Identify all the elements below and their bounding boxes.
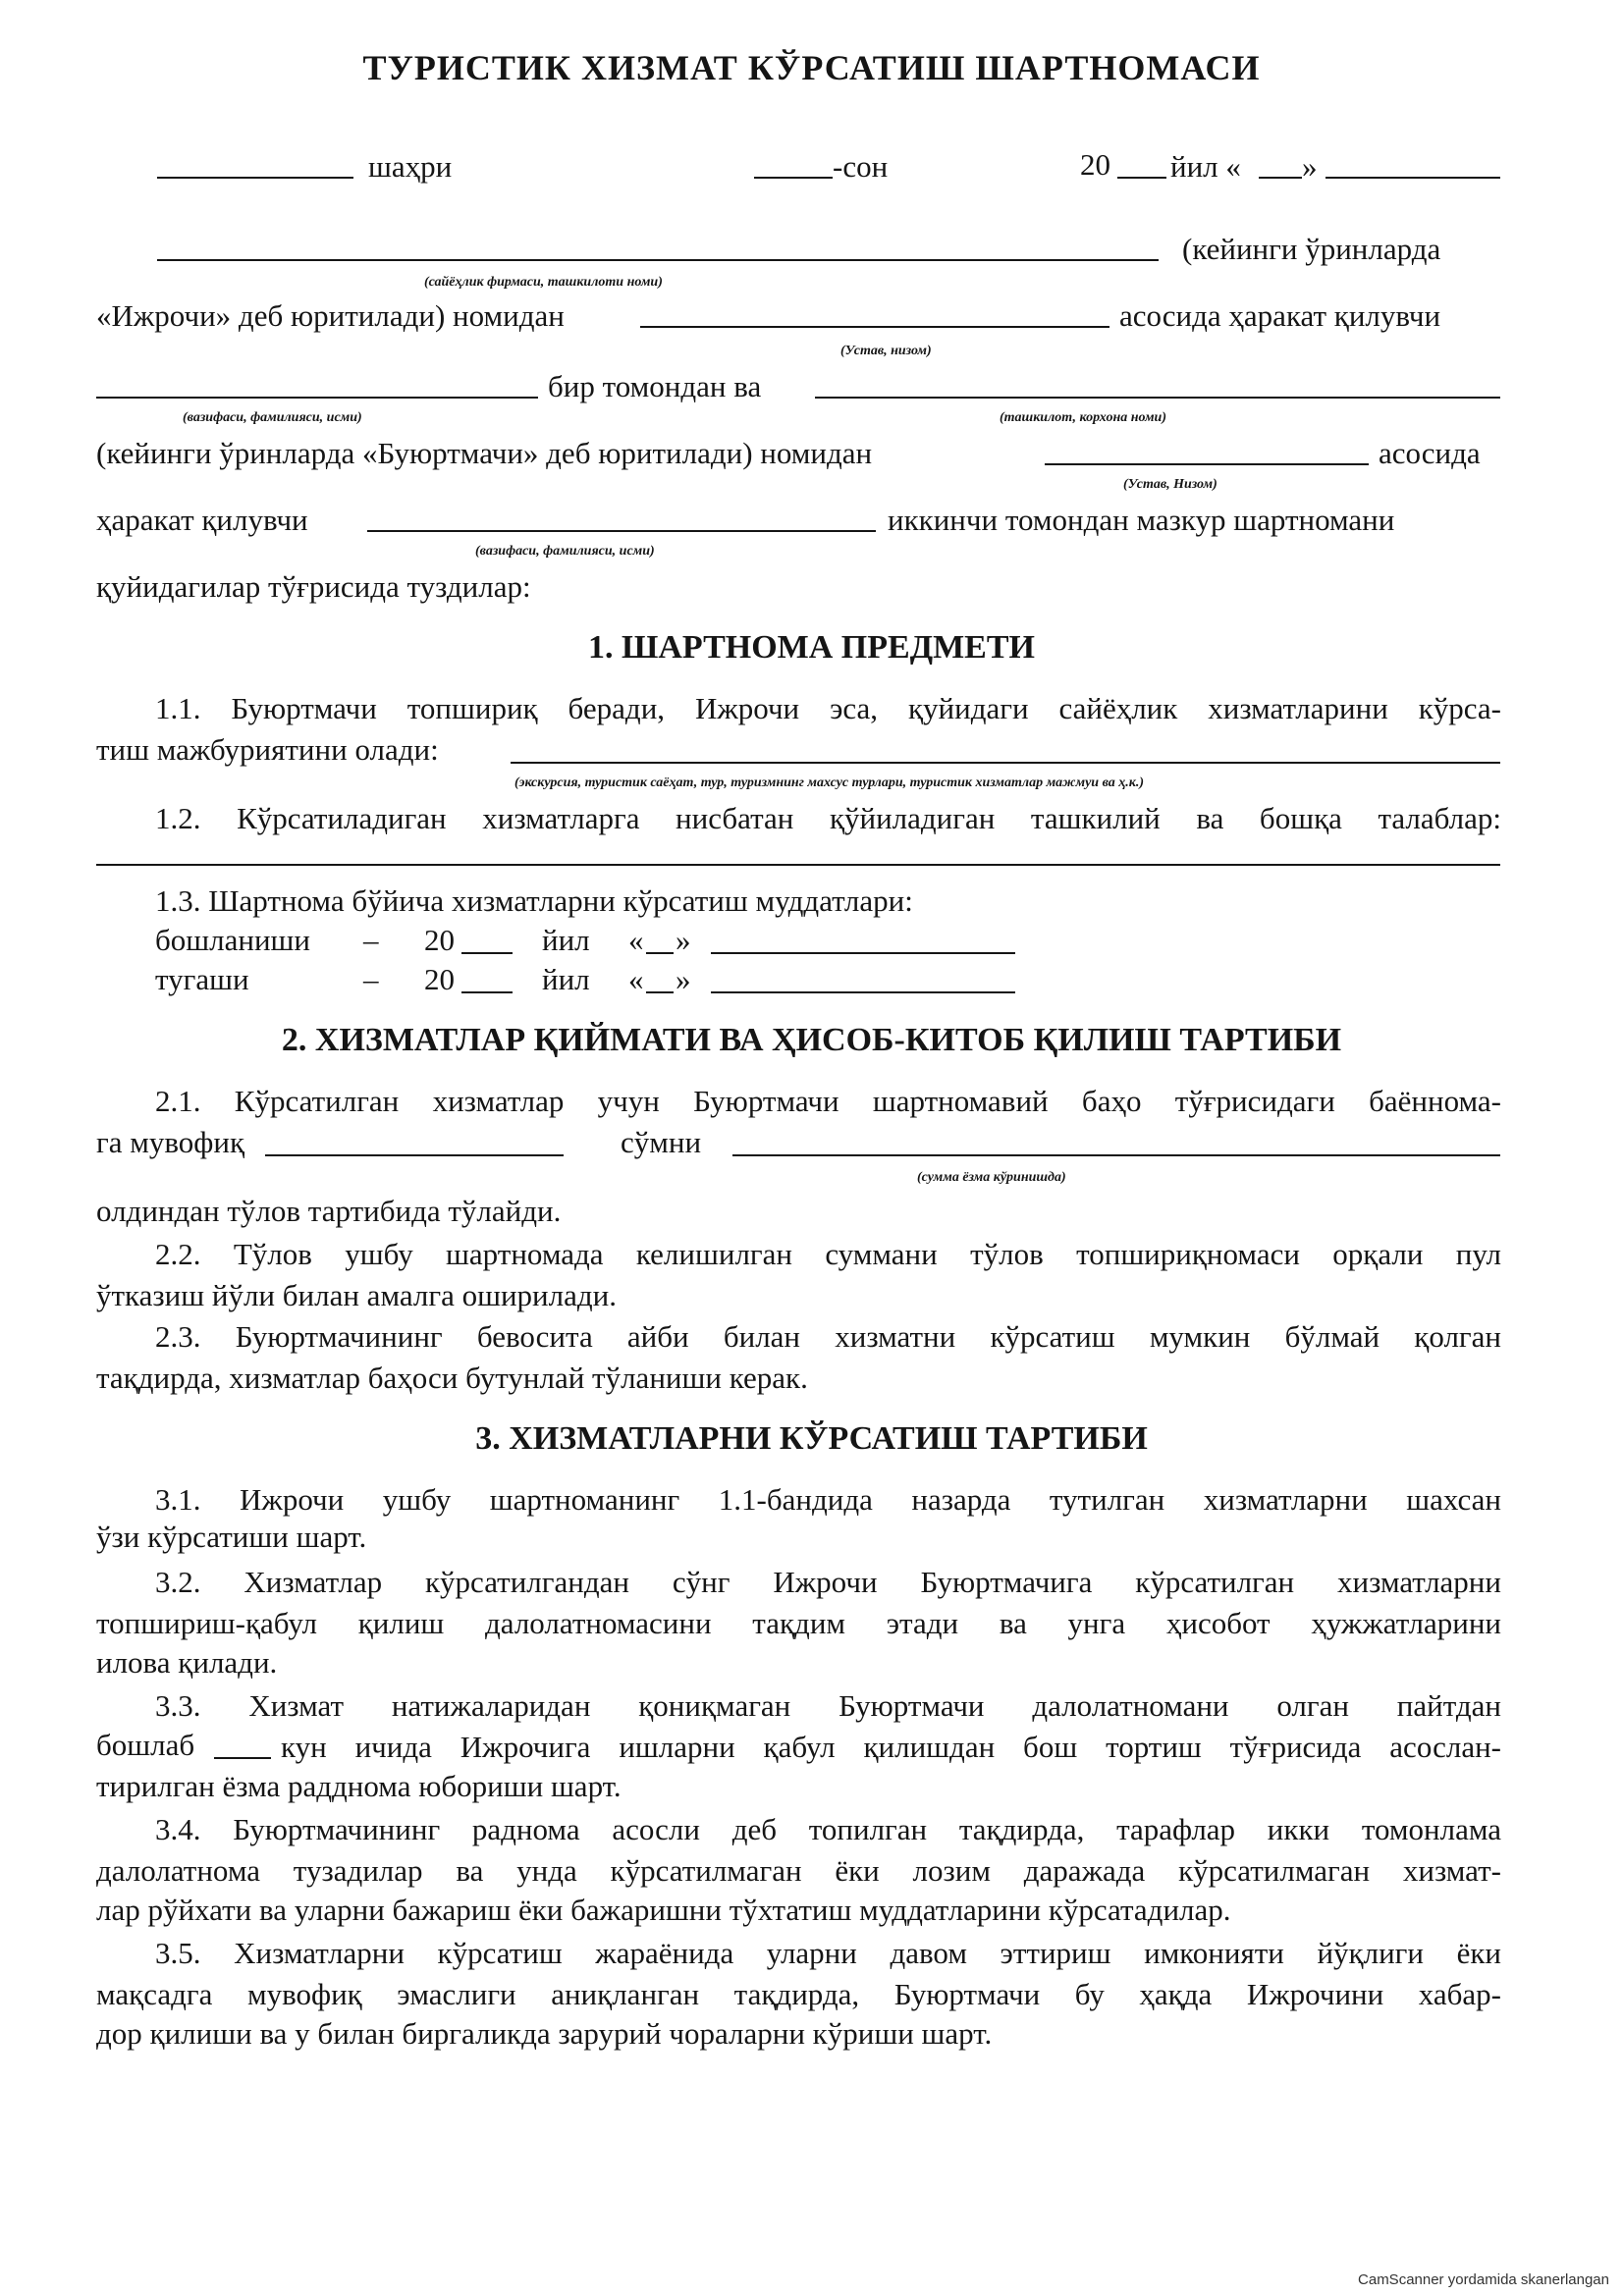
caption-executor-basis: (Устав, низом) — [840, 344, 932, 358]
clause-3-1-line1: 3.1. Ижрочи ушбу шартноманинг 1.1-бандида назарда тутилган хизматларни шахсан — [155, 1482, 1501, 1517]
executor-basis-blank — [640, 326, 1109, 328]
parties-line6: қуйидагилар тўғрисида туздилар: — [96, 569, 531, 604]
parties-line5-tail: иккинчи томондан мазкур шартномани — [888, 503, 1395, 537]
clause-2-2-line2: ўтказиш йўли билан амалга оширилади. — [96, 1278, 617, 1312]
clause-3-5-line1: 3.5. Хизматларни кўрсатиш жараёнида уларни давом эттириш имконияти йўқлиги ёки — [155, 1936, 1501, 1970]
caption-executor-person: (вазифаси, фамилияси, исми) — [183, 410, 362, 425]
year-label: йил « — [1170, 149, 1241, 184]
start-year-blank — [461, 952, 513, 954]
caption-customer-person: (вазифаси, фамилияси, исми) — [475, 544, 655, 559]
amount-digits-blank — [265, 1154, 564, 1156]
clause-3-4-line2: далолатнома тузадилар ва унда кўрсатилмаган ёки лозим даражада кўрсатилмаган хизмат- — [96, 1853, 1501, 1888]
clause-1-1-line2: тиш мажбуриятини олади: — [96, 732, 439, 767]
customer-basis-blank — [1045, 463, 1369, 465]
parties-line1-tail: (кейинги ўринларда — [1182, 232, 1441, 266]
start-day-blank — [646, 952, 674, 954]
clause-3-3-line2-head: бошлаб — [96, 1728, 195, 1762]
scanner-watermark: CamScanner yordamida skanerlangan — [1358, 2271, 1609, 2288]
clause-3-3-line2-tail: кун ичида Ижрочига ишларни қабул қилишдан бош тортиш тўғрисида асослан- — [281, 1730, 1501, 1764]
clause-3-5-line3: дор қилиши ва у билан биргаликда зарурий чораларни кўриши шарт. — [96, 2016, 993, 2051]
clause-2-1-line2-mid: сўмни — [621, 1125, 702, 1159]
caption-customer-basis: (Устав, Низом) — [1123, 477, 1217, 492]
parties-line4-tail: асосида — [1379, 436, 1481, 470]
clause-3-2-line2: топшириш-қабул қилиш далолатномасини тақдим этади ва унга ҳисобот ҳужжатларини — [96, 1606, 1501, 1640]
end-year-blank — [461, 991, 513, 993]
parties-line3-mid: бир томондан ва — [548, 369, 762, 403]
clause-3-2-line1: 3.2. Хизматлар кўрсатилгандан сўнг Ижрочи Буюртмачига кўрсатилган хизматларни — [155, 1565, 1501, 1599]
clause-2-3-line2: тақдирда, хизматлар баҳоси бутунлай тўланиши керак. — [96, 1361, 808, 1395]
customer-name-blank — [815, 397, 1500, 399]
caption-services: (экскурсия, туристик саёҳат, тур, туризмнинг махсус турлари, туристик хизматлар мажмуи ва ҳ.к.) — [514, 775, 1144, 790]
requirements-blank — [96, 864, 1500, 866]
executor-name-blank — [157, 259, 1159, 261]
clause-3-4-line3: лар рўйхати ва уларни бажариш ёки бажаришни тўхтатиш муддатларини кўрсатадилар. — [96, 1893, 1231, 1927]
end-quote-close: » — [676, 962, 691, 996]
start-quote-open: « — [628, 923, 644, 957]
start-year-word: йил — [542, 923, 590, 957]
end-quote-open: « — [628, 962, 644, 996]
start-label: бошланиши — [155, 923, 311, 957]
start-month-blank — [711, 952, 1015, 954]
year-blank — [1117, 177, 1166, 179]
end-label: тугаши — [155, 962, 249, 996]
city-blank — [157, 177, 353, 179]
clause-3-1-line2: ўзи кўрсатиши шарт. — [96, 1520, 367, 1554]
parties-line2-tail: асосида ҳаракат қилувчи — [1119, 298, 1441, 333]
start-year-prefix: 20 — [424, 923, 455, 957]
clause-1-3: 1.3. Шартнома бўйича хизматларни кўрсатиш муддатлари: — [155, 883, 913, 918]
end-month-blank — [711, 991, 1015, 993]
clause-2-1-line3: олдиндан тўлов тартибида тўлайди. — [96, 1194, 562, 1228]
clause-1-1-line1: 1.1. Буюртмачи топшириқ беради, Ижрочи эса, қуйидаги сайёҳлик хизматларини кўрса- — [155, 691, 1501, 725]
caption-amount: (сумма ёзма кўринишда) — [917, 1170, 1066, 1185]
number-blank — [754, 177, 833, 179]
section2-heading: 2. ХИЗМАТЛАР ҚИЙМАТИ ВА ҲИСОБ-КИТОБ ҚИЛИШ ТАРТИБИ — [281, 1022, 1342, 1058]
clause-3-3-line3: тирилган ёзма радднома юбориши шарт. — [96, 1769, 622, 1803]
amount-words-blank — [732, 1154, 1500, 1156]
start-quote-close: » — [676, 923, 691, 957]
services-blank — [511, 762, 1500, 764]
clause-2-1-line2-head: га мувофиқ — [96, 1125, 245, 1159]
year-prefix: 20 — [1080, 147, 1110, 182]
caption-customer-name: (ташкилот, корхона номи) — [1000, 410, 1167, 425]
end-day-blank — [646, 991, 674, 993]
start-dash: – — [363, 923, 379, 957]
section3-heading: 3. ХИЗМАТЛАРНИ КЎРСАТИШ ТАРТИБИ — [475, 1420, 1148, 1457]
clause-2-2-line1: 2.2. Тўлов ушбу шартномада келишилган суммани тўлов топшириқномаси орқали пул — [155, 1237, 1501, 1271]
clause-2-1-line1: 2.1. Кўрсатилган хизматлар учун Буюртмачи шартномавий баҳо тўғрисидаги баённома- — [155, 1084, 1501, 1118]
section1-heading: 1. ШАРТНОМА ПРЕДМЕТИ — [588, 629, 1035, 666]
clause-3-3-line1: 3.3. Хизмат натижаларидан қониқмаган Буюртмачи далолатномани олган пайтдан — [155, 1688, 1501, 1723]
city-label: шаҳри — [368, 149, 453, 184]
parties-line4-head: (кейинги ўринларда «Буюртмачи» деб юритилади) номидан — [96, 436, 873, 470]
quote-close: » — [1302, 149, 1318, 184]
end-dash: – — [363, 962, 379, 996]
customer-person-blank — [367, 530, 876, 532]
clause-1-2: 1.2. Кўрсатиладиган хизматларга нисбатан қўйиладиган ташкилий ва бошқа талаблар: — [155, 801, 1501, 835]
clause-2-3-line1: 2.3. Буюртмачининг бевосита айби билан хизматни кўрсатиш мумкин бўлмай қолган — [155, 1319, 1501, 1354]
end-year-prefix: 20 — [424, 962, 455, 996]
parties-line2-head: «Ижрочи» деб юритилади) номидан — [96, 298, 565, 333]
executor-person-blank — [96, 397, 538, 399]
clause-3-2-line3: илова қилади. — [96, 1645, 278, 1680]
month-blank — [1325, 177, 1500, 179]
parties-line5-head: ҳаракат қилувчи — [96, 503, 308, 537]
clause-3-5-line2: мақсадга мувофиқ эмаслиги аниқланган тақдирда, Буюртмачи бу ҳақда Ижрочини хабар- — [96, 1977, 1501, 2011]
clause-3-4-line1: 3.4. Буюртмачининг раднома асосли деб топилган тақдирда, тарафлар икки томонлама — [155, 1812, 1501, 1846]
document-title: ТУРИСТИК ХИЗМАТ КЎРСАТИШ ШАРТНОМАСИ — [362, 48, 1261, 87]
day-blank — [1259, 177, 1302, 179]
number-label: -сон — [833, 149, 889, 184]
days-blank — [214, 1757, 271, 1759]
end-year-word: йил — [542, 962, 590, 996]
caption-executor-name: (сайёҳлик фирмаси, ташкилоти номи) — [424, 275, 663, 290]
